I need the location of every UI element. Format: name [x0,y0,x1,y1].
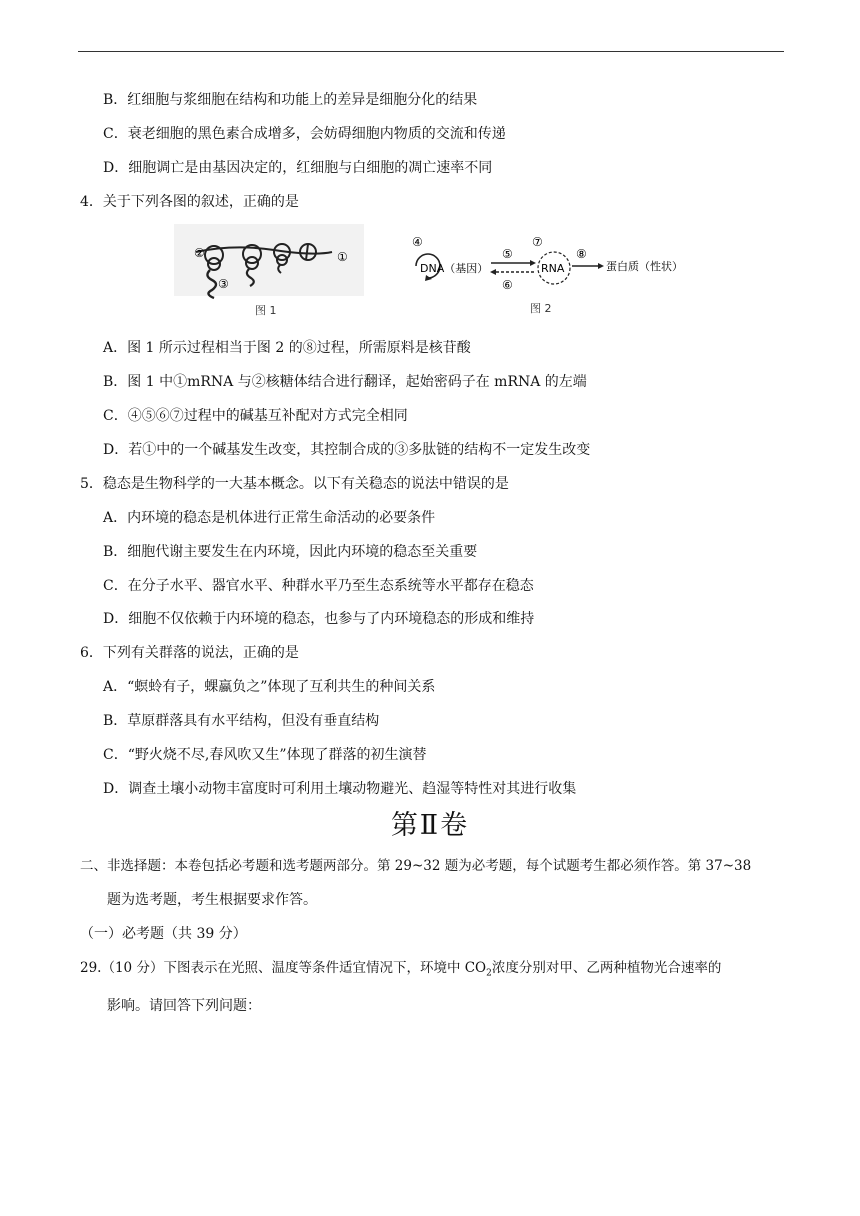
q29-stem-text-b: 浓度分别对甲、乙两种植物光合速率的 [491,960,722,976]
section-title: 第Ⅱ卷 [390,810,470,841]
fig1-mark-2: ② [194,246,205,260]
q5-option-b: B．细胞代谢主要发生在内环境，因此内环境的稳态至关重要 [103,544,478,560]
q3-option-d: D．细胞调亡是由基因决定的，红细胞与白细胞的凋亡速率不同 [103,160,493,176]
q4-option-d: D．若①中的一个碱基发生改变，其控制合成的③多肽链的结构不一定发生改变 [103,442,591,458]
q29-stem-text-a: 29.（10 分）下图表示在光照、温度等条件适宜情况下，环境中 CO [80,960,487,976]
q29-stem-line1 [80,959,721,983]
figure-2-central-dogma [398,232,698,296]
required-questions-heading: （一）必考题（共 39 分） [80,926,247,942]
q5-option-c: C．在分子水平、器官水平、种群水平乃至生态系统等水平都存在稳态 [103,578,534,594]
fig2-dna-label: DNA（基因） [420,262,489,275]
fig1-mark-1: ① [337,250,348,264]
part2-instructions-line1: 二、非选择题：本卷包括必考题和选考题两部分。第 29~32 题为必考题，每个试题考生都必须作答。第 37~38 [80,858,752,874]
figure-2-caption: 图 2 [530,302,552,315]
header-rule [78,51,784,52]
q5-stem: 5．稳态是生物科学的一大基本概念。以下有关稳态的说法中错误的是 [80,476,509,492]
fig2-mark-8: ⑧ [576,247,587,261]
figure-1-caption: 图 1 [255,304,277,317]
q4-option-a: A．图 1 所示过程相当于图 2 的⑧过程，所需原料是核苷酸 [103,340,471,356]
fig2-rna-label: RNA [541,262,565,275]
fig2-mark-5: ⑤ [502,247,513,261]
q3-option-b: B．红细胞与浆细胞在结构和功能上的差异是细胞分化的结果 [103,92,478,108]
q5-option-a: A．内环境的稳态是机体进行正常生命活动的必要条件 [103,510,436,526]
fig2-mark-7: ⑦ [532,235,543,249]
q4-stem: 4．关于下列各图的叙述，正确的是 [80,194,299,210]
q29-co2-subscript: 2 [486,968,492,979]
fig1-mark-3: ③ [218,277,229,291]
q6-option-b: B．草原群落具有水平结构，但没有垂直结构 [103,713,380,729]
fig2-mark-4: ④ [412,235,423,249]
q4-option-b: B．图 1 中①mRNA 与②核糖体结合进行翻译，起始密码子在 mRNA 的左端 [103,374,587,390]
q3-option-c: C．衰老细胞的黑色素合成增多，会妨碍细胞内物质的交流和传递 [103,126,506,142]
q4-option-c: C．④⑤⑥⑦过程中的碱基互补配对方式完全相同 [103,408,408,424]
q29-stem-line2: 影响。请回答下列问题： [107,998,261,1014]
fig2-mark-6: ⑥ [502,278,513,292]
q5-option-d: D．细胞不仅依赖于内环境的稳态，也参与了内环境稳态的形成和维持 [103,611,535,627]
fig2-protein-label: 蛋白质（性状） [606,260,683,273]
q6-stem: 6．下列有关群落的说法，正确的是 [80,645,299,661]
part2-instructions-line2: 题为选考题，考生根据要求作答。 [107,892,317,908]
q6-option-d: D．调查土壤小动物丰富度时可利用土壤动物避光、趋湿等特性对其进行收集 [103,781,577,797]
q6-option-a: A．“螟蛉有子，蜾蠃负之”体现了互利共生的种间关系 [103,679,436,695]
q6-option-c: C．“野火烧不尽,春风吹又生”体现了群落的初生演替 [103,747,427,763]
